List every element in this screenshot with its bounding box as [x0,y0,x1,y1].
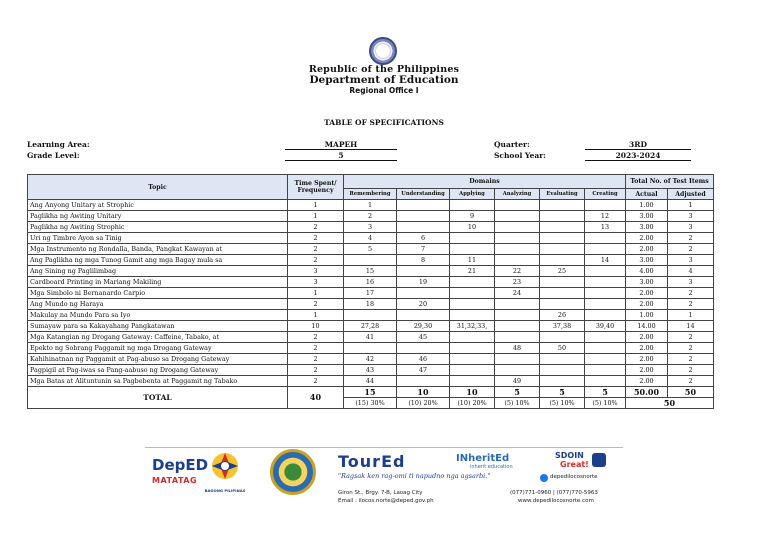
applying-cell [450,376,495,387]
total-actual: 50.00 [626,387,668,398]
time-cell: 2 [288,354,344,365]
time-cell: 2 [288,343,344,354]
remembering-cell: 1 [344,200,397,211]
remembering-cell [344,343,397,354]
analyzing-cell [495,222,540,233]
grand-total: 50 [626,398,714,409]
evaluating-cell [540,354,585,365]
learning-area-value: MAPEH [285,140,397,150]
sdoin-logo: SDOIN [555,451,584,460]
topic-cell: Sumayaw para sa Kakayahang Pangkatawan [28,321,288,332]
applying-cell: 10 [450,222,495,233]
remembering-cell: 41 [344,332,397,343]
department-heading: Department of Education [309,74,459,86]
actual-cell: 3.00 [626,255,668,266]
percent-applying: (10) 20% [450,398,495,409]
topic-cell: Paglikha ng Awiting Unitary [28,211,288,222]
analyzing-cell: 48 [495,343,540,354]
creating-cell [585,200,626,211]
analyzing-cell [495,354,540,365]
actual-cell: 3.00 [626,222,668,233]
adjusted-cell: 2 [668,299,714,310]
adjusted-cell: 2 [668,332,714,343]
actual-cell: 2.00 [626,354,668,365]
topic-header: Topic [28,175,288,200]
toured-logo: TourEd [338,452,406,471]
understanding-cell [397,343,450,354]
adjusted-cell: 14 [668,321,714,332]
footer-address: Giron St., Brgy. 7-B, Laoag City [338,490,423,496]
actual-cell: 2.00 [626,365,668,376]
time-cell: 2 [288,233,344,244]
time-cell: 1 [288,211,344,222]
percent-understanding: (10) 20% [397,398,450,409]
thumbs-up-icon [592,453,606,467]
applying-cell [450,343,495,354]
table-row [28,255,714,266]
time-cell: 2 [288,244,344,255]
time-cell: 1 [288,288,344,299]
understanding-cell: 6 [397,233,450,244]
understanding-cell: 45 [397,332,450,343]
topic-cell: Paglikha ng Awiting Strophic [28,222,288,233]
creating-cell [585,299,626,310]
applying-cell [450,277,495,288]
footer-email: Email : ilocos.norte@deped.gov.ph [338,498,434,504]
facebook-icon [540,474,548,482]
remembering-cell [344,310,397,321]
evaluating-cell [540,277,585,288]
topic-cell: Mga Instrumento ng Rondalla, Banda, Pangkat Kawayan at [28,244,288,255]
applying-cell [450,200,495,211]
remembering-cell: 42 [344,354,397,365]
understanding-cell: 47 [397,365,450,376]
evaluating-cell [540,233,585,244]
bagong-pilipinas-text: BAGONG PILIPINAS [204,488,246,493]
topic-cell: Kahihinatnan ng Paggamit at Pag-abuso sa Drogang Gateway [28,354,288,365]
understanding-cell [397,310,450,321]
creating-cell: 14 [585,255,626,266]
great-logo: Great! [560,460,589,469]
evaluating-cell [540,365,585,376]
evaluating-cell [540,200,585,211]
evaluating-cell [540,255,585,266]
adjusted-cell: 3 [668,211,714,222]
analyzing-cell [495,244,540,255]
analyzing-cell [495,321,540,332]
creating-cell [585,266,626,277]
actual-cell: 14.00 [626,321,668,332]
topic-cell: Mga Batas at Alituntunin sa Pagbebenta at Paggamit ng Tabako [28,376,288,387]
actual-cell: 2.00 [626,332,668,343]
creating-header: Creating [585,189,626,200]
understanding-cell: 20 [397,299,450,310]
bagong-pilipinas-logo [208,451,242,487]
time-cell: 2 [288,376,344,387]
remembering-cell: 17 [344,288,397,299]
topic-cell: Makulay na Mundo Para sa Iyo [28,310,288,321]
actual-cell: 4.00 [626,266,668,277]
creating-cell: 39,40 [585,321,626,332]
school-year-label: School Year: [494,151,546,160]
creating-cell [585,343,626,354]
creating-cell: 12 [585,211,626,222]
time-cell: 1 [288,200,344,211]
footer-phone: (077)771-0960 | (077)770-5963 [510,490,598,496]
applying-cell [450,310,495,321]
understanding-cell: 7 [397,244,450,255]
domains-header: Domains [344,175,626,189]
remembering-cell: 2 [344,211,397,222]
evaluating-cell [540,288,585,299]
adjusted-cell: 3 [668,255,714,266]
topic-cell: Mga Simbolo ni Bernanardo Carpio [28,288,288,299]
applying-cell [450,365,495,376]
adjusted-cell: 1 [668,200,714,211]
table-row [28,332,714,343]
time-cell: 10 [288,321,344,332]
total-time: 40 [288,387,344,409]
analyzing-cell [495,332,540,343]
topic-cell: Pagpigil at Pag-iwas sa Pang-aabuso ng Drogang Gateway [28,365,288,376]
understanding-cell [397,211,450,222]
topic-cell: Ang Anyong Unitary at Strophic [28,200,288,211]
applying-header: Applying [450,189,495,200]
time-cell: 2 [288,255,344,266]
analyzing-cell [495,310,540,321]
analyzing-cell [495,299,540,310]
quarter-label: Quarter: [494,140,530,149]
adjusted-cell: 1 [668,310,714,321]
table-row [28,200,714,211]
total-evaluating: 5 [540,387,585,398]
table-row [28,354,714,365]
actual-cell: 2.00 [626,299,668,310]
grade-level-value: 5 [285,151,397,161]
topic-cell: Ang Mundo ng Haraya [28,299,288,310]
total-remembering: 15 [344,387,397,398]
table-row [28,365,714,376]
analyzing-cell [495,233,540,244]
remembering-header: Remembering [344,189,397,200]
evaluating-cell: 37,38 [540,321,585,332]
adjusted-cell: 3 [668,222,714,233]
region-heading: Regional Office I [349,86,419,95]
remembering-cell: 27,28 [344,321,397,332]
table-row [28,310,714,321]
document-title: TABLE OF SPECIFICATIONS [324,118,444,127]
creating-cell [585,332,626,343]
actual-cell: 2.00 [626,376,668,387]
creating-cell [585,277,626,288]
footer-website: www.depedilocosnorte.com [518,498,594,504]
total-analyzing: 5 [495,387,540,398]
applying-cell [450,299,495,310]
school-year-value: 2023-2024 [585,151,691,161]
time-cell: 3 [288,266,344,277]
table-row [28,266,714,277]
applying-cell: 9 [450,211,495,222]
quarter-value: 3RD [585,140,691,150]
total-items-header: Total No. of Test Items [626,175,714,189]
actual-cell: 1.00 [626,200,668,211]
time-cell: 3 [288,277,344,288]
total-understanding: 10 [397,387,450,398]
facebook-handle: depedilocosnorte [550,474,598,480]
remembering-cell: 15 [344,266,397,277]
table-row [28,343,714,354]
time-header: Time Spent/ Frequency [288,175,344,200]
evaluating-header: Evaluating [540,189,585,200]
understanding-cell: 46 [397,354,450,365]
sdo-ilocos-norte-seal [270,449,316,495]
table-row [28,222,714,233]
applying-cell [450,332,495,343]
understanding-cell [397,222,450,233]
understanding-cell [397,288,450,299]
actual-cell: 2.00 [626,288,668,299]
evaluating-cell [540,244,585,255]
understanding-cell [397,200,450,211]
footer-tagline: "Ragsak ken rag-omi ti napudno nga agsarbi." [338,472,491,480]
remembering-cell: 4 [344,233,397,244]
remembering-cell: 16 [344,277,397,288]
remembering-cell: 43 [344,365,397,376]
creating-cell [585,365,626,376]
topic-cell: Epekto ng Sobrang Paggamit ng mga Drogang Gateway [28,343,288,354]
topic-cell: Ang Sining ng Paglilimbag [28,266,288,277]
analyzing-cell: 23 [495,277,540,288]
actual-cell: 2.00 [626,233,668,244]
deped-seal-logo [369,37,397,65]
adjusted-cell: 4 [668,266,714,277]
remembering-cell: 3 [344,222,397,233]
time-cell: 2 [288,299,344,310]
creating-cell [585,233,626,244]
remembering-cell [344,255,397,266]
footer-divider [145,447,623,448]
creating-cell [585,288,626,299]
table-row [28,211,714,222]
creating-cell: 13 [585,222,626,233]
adjusted-header: Adjusted [668,189,714,200]
evaluating-cell: 50 [540,343,585,354]
total-creating: 5 [585,387,626,398]
matatag-wordmark: MATATAG [152,476,198,485]
creating-cell [585,244,626,255]
applying-cell [450,288,495,299]
evaluating-cell [540,332,585,343]
remembering-cell: 5 [344,244,397,255]
topic-cell: Cardboard Printing in Mariang Makiling [28,277,288,288]
table-row [28,277,714,288]
analyzing-cell [495,255,540,266]
table-row [28,376,714,387]
applying-cell: 11 [450,255,495,266]
topic-cell: Ang Paglikha ng mga Tunog Gamit ang mga Bagay mula sa [28,255,288,266]
evaluating-cell [540,376,585,387]
actual-cell: 1.00 [626,310,668,321]
time-cell: 2 [288,222,344,233]
adjusted-cell: 2 [668,354,714,365]
applying-cell [450,244,495,255]
percent-creating: (5) 10% [585,398,626,409]
grade-level-label: Grade Level: [27,151,80,160]
evaluating-cell: 26 [540,310,585,321]
topic-cell: Uri ng Timbre Ayon sa Tinig [28,233,288,244]
adjusted-cell: 2 [668,376,714,387]
evaluating-cell: 25 [540,266,585,277]
analyzing-cell [495,365,540,376]
analyzing-header: Analyzing [495,189,540,200]
topic-cell: Mga Katangian ng Drogang Gateway: Caffeine, Tabako, at [28,332,288,343]
applying-cell [450,354,495,365]
table-row [28,233,714,244]
creating-cell [585,376,626,387]
applying-cell [450,233,495,244]
adjusted-cell: 2 [668,233,714,244]
adjusted-cell: 2 [668,288,714,299]
learning-area-label: Learning Area: [27,140,90,149]
understanding-cell: 29,30 [397,321,450,332]
creating-cell [585,354,626,365]
republic-heading: Republic of the Philippines [308,64,460,75]
table-row [28,244,714,255]
understanding-cell [397,376,450,387]
analyzing-cell: 49 [495,376,540,387]
evaluating-cell [540,211,585,222]
deped-wordmark: DepED [152,456,209,474]
analyzing-cell: 22 [495,266,540,277]
total-label: TOTAL [28,387,288,409]
adjusted-cell: 2 [668,343,714,354]
adjusted-cell: 2 [668,244,714,255]
percent-evaluating: (5) 10% [540,398,585,409]
actual-header: Actual [626,189,668,200]
actual-cell: 2.00 [626,244,668,255]
table-row [28,299,714,310]
percent-remembering: (15) 30% [344,398,397,409]
actual-cell: 2.00 [626,343,668,354]
applying-cell: 31,32,33, [450,321,495,332]
remembering-cell: 44 [344,376,397,387]
understanding-cell [397,266,450,277]
actual-cell: 3.00 [626,277,668,288]
bagong-pilipinas-emblem [208,451,242,487]
inherited-logo: INheritEd [456,453,510,464]
evaluating-cell [540,222,585,233]
actual-cell: 3.00 [626,211,668,222]
time-cell: 2 [288,365,344,376]
inherited-subtitle: inherit education [470,464,513,470]
analyzing-cell [495,200,540,211]
analyzing-cell [495,211,540,222]
total-applying: 10 [450,387,495,398]
creating-cell [585,310,626,321]
understanding-cell: 19 [397,277,450,288]
table-row [28,288,714,299]
adjusted-cell: 3 [668,277,714,288]
time-cell: 1 [288,310,344,321]
analyzing-cell: 24 [495,288,540,299]
time-cell: 2 [288,332,344,343]
deped-matatag-logo [152,458,208,485]
adjusted-cell: 2 [668,365,714,376]
table-row [28,321,714,332]
evaluating-cell [540,299,585,310]
specifications-table [27,174,714,409]
total-adjusted: 50 [668,387,714,398]
percent-analyzing: (5) 10% [495,398,540,409]
remembering-cell: 18 [344,299,397,310]
understanding-header: Understanding [397,189,450,200]
understanding-cell: 8 [397,255,450,266]
applying-cell: 21 [450,266,495,277]
